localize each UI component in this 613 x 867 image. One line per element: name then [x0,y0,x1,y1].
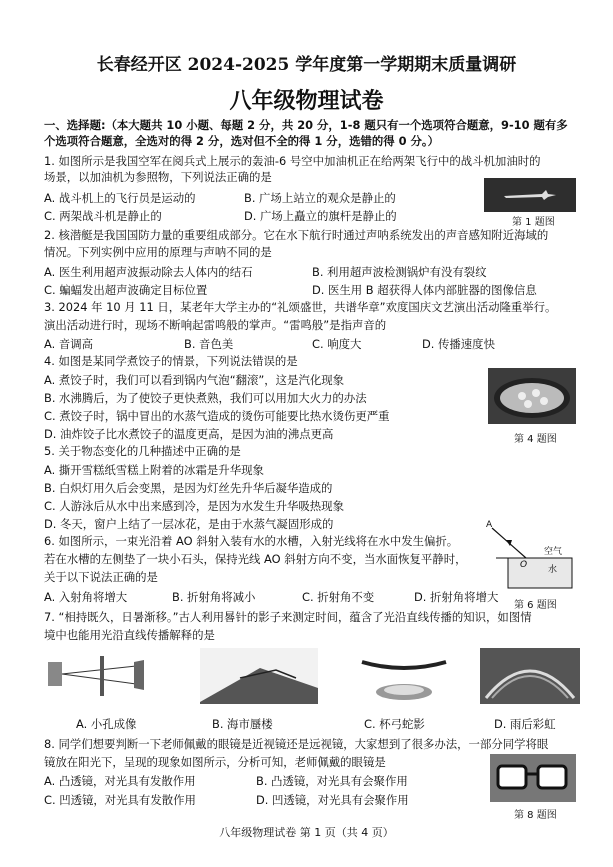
bow-cup-icon [348,648,460,704]
q7-stem-line1: 7. “相持既久，日暑渐移。”古人利用晷针的影子来测定时间，蕴含了光沿直线传播的知识，如图情 [44,610,532,624]
q2-option-a: A. 医生利用超声波振动除去人体内的结石 [44,265,253,279]
q3-option-b: B. 音色美 [184,337,234,351]
section-intro-line1: 一、选择题:（本大题共 10 小题、每题 2 分，共 20 分，1-8 题只有一个选项符合题意，9-10 题有多 [44,118,568,132]
q6-label-a: A [486,520,493,530]
q6-label-o: O [520,560,528,570]
q7-option-b: B. 海市蜃楼 [212,717,273,731]
q7-option-c: C. 杯弓蛇影 [364,717,425,731]
q3-option-a: A. 音调高 [44,337,94,351]
q6-option-c: C. 折射角不变 [302,590,375,604]
q8-figure-caption: 第 8 题图 [514,810,557,821]
q5-option-a: A. 撕开雪糕纸雪糕上附着的冰霜是升华现象 [44,463,264,477]
q1-option-a: A. 战斗机上的飞行员是运动的 [44,191,196,205]
q5-option-d: D. 冬天，窗户上结了一层冰花，是由于水蒸气凝固形成的 [44,517,334,531]
q7-option-a: A. 小孔成像 [76,717,137,731]
q7-figure-rainbow [480,648,580,704]
q6-option-d: D. 折射角将增大 [414,590,499,604]
q8-stem-line2: 镜放在阳光下，呈现的现象如图所示，分析可知，老师佩戴的眼镜是 [44,755,386,769]
q4-option-d: D. 油炸饺子比水煮饺子的温度更高，是因为油的沸点更高 [44,427,334,441]
q3-stem-line1: 3. 2024 年 10 月 11 日，某老年大学主办的“礼颂盛世，共谱华章”欢度国庆文艺演出活动隆重举行。 [44,300,557,314]
q2-option-b: B. 利用超声波检测锅炉有没有裂纹 [312,265,487,279]
boiling-pot-icon [488,368,576,424]
q8-option-c: C. 凹透镜，对光具有发散作用 [44,793,196,807]
q3-option-c: C. 响度大 [312,337,362,351]
q1-stem-line1: 1. 如图所示是我国空军在阅兵式上展示的轰油-6 号空中加油机正在给两架飞行中的战斗机加油时的 [44,154,541,168]
q6-label-air: 空气 [544,547,563,557]
q4-option-a: A. 煮饺子时，我们可以看到锅内气泡“翻滚”，这是汽化现象 [44,373,345,387]
q2-option-c: C. 蝙蝠发出超声波确定目标位置 [44,283,208,297]
q4-figure-dumpling-pot-image [488,368,576,424]
q8-option-a: A. 凸透镜，对光具有发散作用 [44,774,196,788]
q4-option-c: C. 煮饺子时，锅中冒出的水蒸气造成的烫伤可能要比热水烫伤更严重 [44,409,390,423]
q6-stem-line1: 6. 如图所示，一束光沿着 AO 斜射入装有水的水槽，入射光线将在水中发生偏折。 [44,534,459,548]
exam-subtitle: 八年级物理试卷 [229,88,384,114]
q2-stem-line2: 情况。下列实例中应用的原理与声呐不同的是 [44,245,272,259]
q4-figure-caption: 第 4 题图 [514,434,557,445]
q7-option-d: D. 雨后彩虹 [494,717,556,731]
q1-stem-line2: 场景，以加油机为参照物，下列说法正确的是 [44,170,272,184]
q2-option-d: D. 医生用 B 超获得人体内部脏器的图像信息 [312,283,537,297]
exam-header-title: 长春经开区 2024-2025 学年度第一学期期末质量调研 [96,55,517,75]
mirage-road-icon [200,648,318,704]
q1-option-d: D. 广场上矗立的旗杆是静止的 [244,209,397,223]
section-intro-line2: 个选项符合题意，全选对的得 2 分，选对但不全的得 1 分，选错的得 0 分。） [44,134,439,148]
q1-figure-aircraft-image [484,178,576,212]
q2-stem-line1: 2. 核潜艇是我国国防力量的重要组成部分。它在水下航行时通过声呐系统发出的声音感知附近海域的 [44,228,549,242]
q7-stem-line2: 境中也能用光沿直线传播解释的是 [44,628,215,642]
rainbow-icon [480,648,580,704]
water-tank-refraction-icon [486,520,576,592]
q6-label-water: 水 [548,565,558,575]
q6-option-b: B. 折射角将减小 [172,590,256,604]
q3-stem-line2: 演出活动进行时，现场不断响起雷鸣般的掌声。“雷鸣般”是指声音的 [44,318,387,332]
q6-stem-line3: 关于以下说法正确的是 [44,570,158,584]
q8-option-b: B. 凸透镜，对光具有会聚作用 [256,774,408,788]
q8-stem-line1: 8. 同学们想要判断一下老师佩戴的眼镜是近视镜还是远视镜，大家想到了很多办法，一部分同学将眼 [44,737,549,751]
q8-option-d: D. 凹透镜，对光具有会聚作用 [256,793,409,807]
q6-option-a: A. 入射角将增大 [44,590,128,604]
q7-figure-pinhole [44,648,154,704]
q4-option-b: B. 水沸腾后，为了使饺子更快煮熟，我们可以用加大火力的办法 [44,391,367,405]
q1-figure-caption: 第 1 题图 [512,217,555,228]
page-footer: 八年级物理试卷 第 1 页（共 4 页） [219,826,394,839]
eyeglasses-icon [490,754,576,802]
q7-figure-mirage [200,648,318,704]
q5-option-b: B. 白炽灯用久后会变黑，是因为灯丝先升华后凝华造成的 [44,481,333,495]
refueling-aircraft-icon [484,178,576,212]
q4-stem: 4. 如图是某同学煮饺子的情景，下列说法错误的是 [44,354,298,368]
q5-stem: 5. 关于物态变化的几种描述中正确的是 [44,444,241,458]
q1-option-c: C. 两架战斗机是静止的 [44,209,162,223]
q5-option-c: C. 人游泳后从水中出来感到冷，是因为水发生升华吸热现象 [44,499,344,513]
q6-stem-line2: 若在水槽的左侧垫了一块小石头，保持光线 AO 斜射方向不变，当水面恢复平静时， [44,552,467,566]
q3-option-d: D. 传播速度快 [422,337,495,351]
q6-figure-caption: 第 6 题图 [514,600,557,611]
q8-figure-glasses-image [490,754,576,802]
q1-option-b: B. 广场上站立的观众是静止的 [244,191,396,205]
q7-figure-bow-shadow [348,648,460,704]
q6-refraction-diagram [486,520,576,592]
pinhole-camera-icon [44,648,154,704]
